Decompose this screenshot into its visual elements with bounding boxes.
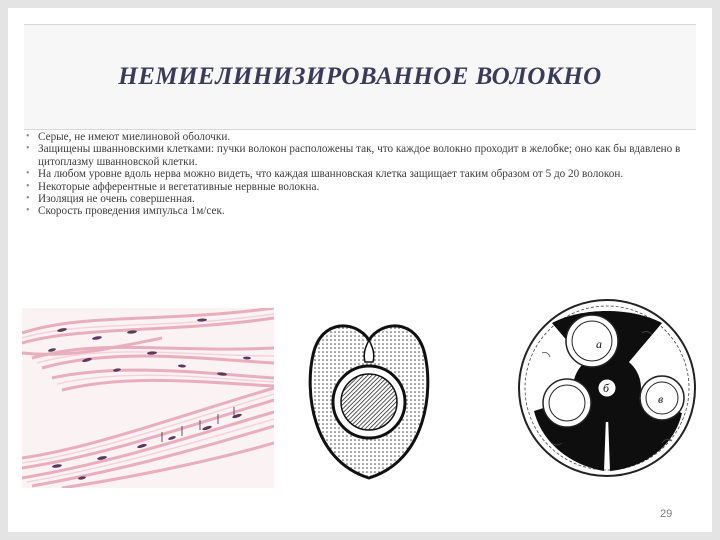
title-band bbox=[24, 24, 696, 130]
bullet-item bbox=[26, 181, 686, 193]
bullet-icon: • bbox=[26, 205, 30, 217]
bullet-list bbox=[26, 131, 686, 218]
slide-title: НЕМИЕЛИНИЗИРОВАННОЕ ВОЛОКНО bbox=[118, 63, 602, 90]
bullet-item bbox=[26, 205, 686, 217]
histology-figure bbox=[22, 308, 274, 488]
bullet-text: Изоляция не очень совершенная. bbox=[38, 193, 195, 206]
bullet-icon: • bbox=[26, 168, 30, 180]
cross-section-figure bbox=[512, 293, 702, 483]
label-a: а bbox=[596, 337, 602, 351]
page-number: 29 bbox=[660, 508, 673, 520]
bullet-item bbox=[26, 131, 686, 143]
bullet-icon: • bbox=[26, 143, 30, 155]
schwann-cell-figure bbox=[301, 310, 437, 490]
bullet-icon: • bbox=[26, 131, 30, 142]
bullet-icon: • bbox=[26, 180, 30, 192]
bullet-text: На любом уровне вдоль нерва можно видеть, что каждая шванновская клетка защищает таким образом от 5 до 20 волокон. bbox=[38, 168, 624, 181]
bullet-icon: • bbox=[26, 193, 30, 205]
bullet-text: Скорость проведения импульса 1м/сек. bbox=[38, 205, 225, 218]
bullet-text: Серые, не имеют миелиновой оболочки. bbox=[38, 131, 231, 143]
label-v: в bbox=[658, 392, 664, 406]
bullet-item bbox=[26, 143, 686, 168]
label-b: б bbox=[603, 381, 610, 395]
bullet-text: Некоторые афферентные и вегетативные нервные волокна. bbox=[38, 180, 320, 193]
bullet-item bbox=[26, 193, 686, 205]
bullet-text: Защищены шванновскими клетками: пучки волокон расположены так, что каждое волокно проходит в желобке; оно как бы вдавлено в цитоплазму шванновской клетки. bbox=[38, 143, 681, 168]
bullet-item bbox=[26, 168, 686, 180]
